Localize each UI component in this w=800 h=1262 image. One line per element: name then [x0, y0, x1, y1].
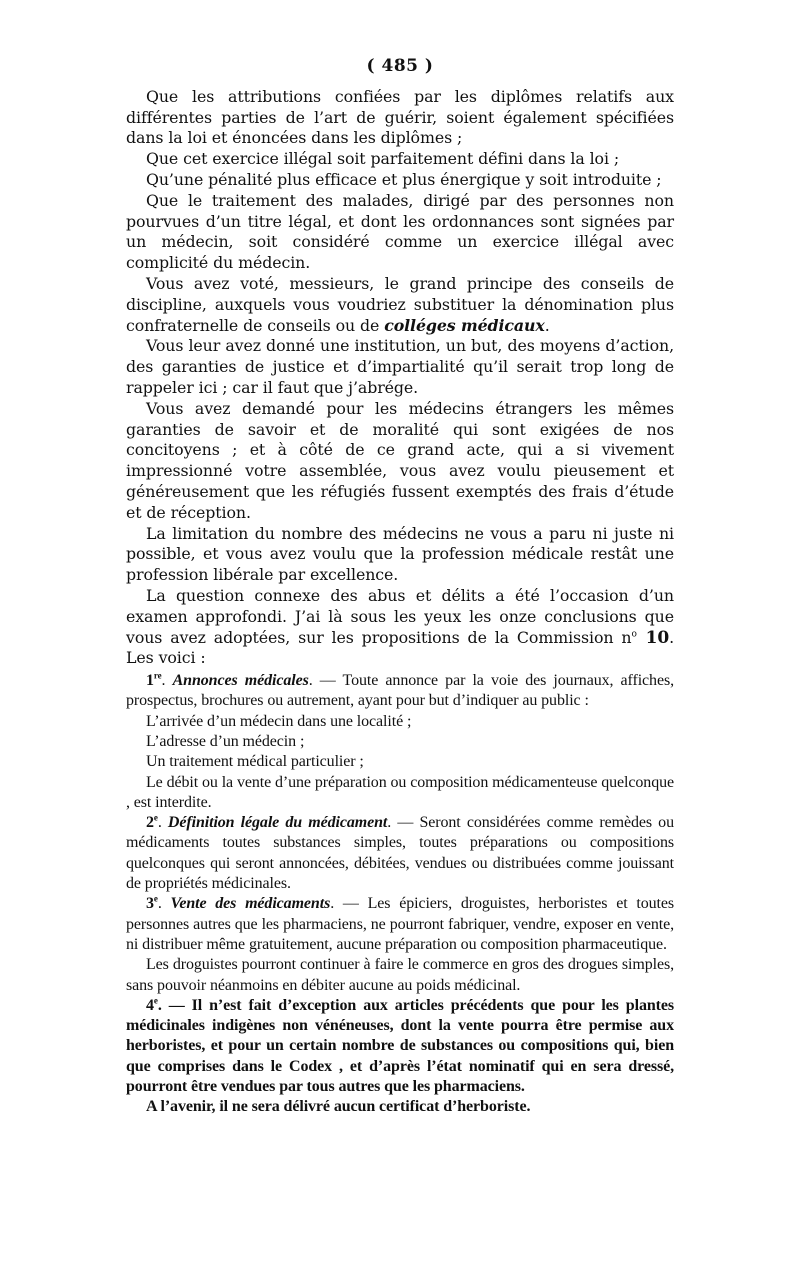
paragraph-exercice-illegal: Que cet exercice illégal soit parfaitement défini dans la loi ; — [146, 149, 620, 169]
article-number: 2 — [146, 814, 154, 832]
article-text: — Il n’est fait d’exception aux articles précédents que pour les plantes médicinales indigènes non vénéneuses, dont la vente pourra être permise aux herboristes, et pour un certain nombre de substances ou compositions qui, bien que comprises dans le Codex , et d’après l’état nominatif qui en sera dressé, pourront être vendues par tous autres que les pharmaciens. — [126, 996, 674, 1096]
emphasis-colleges-medicaux: colléges médicaux — [384, 315, 545, 335]
superscript-o: o — [631, 629, 637, 640]
article-4-paragraph: A l’avenir, il ne sera délivré aucun certificat d’herboriste. — [146, 1098, 531, 1116]
article-text: — Seront considérées comme remèdes ou médicaments toutes substances simples, toutes préparations ou compositions quelconques qui seront annoncées, débitées, vendues ou distribuées comme jouissant de propriétés médicinales. — [126, 814, 674, 893]
paragraph-abus-delits — [126, 586, 674, 669]
article-4: 4e. — Il n’est fait d’exception aux articles précédents que pour les plantes médicinales indigènes non vénéneuses, dont la vente pourra être permise aux herboristes, et pour un certain nombre de substances ou compositions qui, bien que comprises dans le Codex , et d’après l’état nominatif qui en sera dressé, pourront être vendues par tous autres que les pharmaciens. — [126, 995, 674, 1096]
article-number-suffix: e — [153, 995, 158, 1006]
article-title: Annonces médicales — [172, 672, 309, 690]
article-text: — Les épiciers, droguistes, herboristes et toutes personnes autres que les pharmaciens, ne pourront fabriquer, vendre, exposer en vente, ni distribuer même gratuitement, aucune préparation ou composition pharmaceutique. — [126, 895, 674, 953]
article-3-paragraph: Les droguistes pourront continuer à faire le commerce en gros des drogues simples, sans pouvoir néanmoins en débiter aucune au poids médicinal. — [126, 956, 674, 994]
paragraph-traitement: Que le traitement des malades, dirigé par des personnes non pourvues d’un titre légal, et dont les ordonnances sont signées par un médecin, soit considéré comme un exercice illégal avec complicité du médecin. — [126, 190, 674, 273]
paragraph-limitation: La limitation du nombre des médecins ne vous a paru ni juste ni possible, et vous avez voulu que la profession médicale restât une profession libérale par excellence. — [126, 523, 674, 585]
paragraph-penalite: Qu’une pénalité plus efficace et plus énergique y soit introduite ; — [146, 169, 662, 189]
paragraph-medecins-etrangers: Vous avez demandé pour les médecins étrangers les mêmes garanties de savoir et de moralité qui sont exigées de nos concitoyens ; et à côté de ce grand acte, qui a si vivement impressionné votre assemblée, vous avez voulu pieusement et généreusement que les réfugiés fussent exemptés des frais d’étude et de réception. — [126, 398, 674, 522]
article-number-suffix: e — [153, 894, 158, 905]
articles-section — [126, 671, 674, 1118]
commission-number: 10 — [636, 627, 670, 648]
paragraph-text: . Les voici : — [126, 627, 675, 668]
page-number: ( 485 ) — [366, 56, 434, 76]
article-3: 3e. Vente des médicaments. — Les épiciers, droguistes, herboristes et toutes personnes autres que les pharmaciens, ne pourront fabriquer, vendre, exposer en vente, ni distribuer même gratuitement, aucune préparation ou composition pharmaceutique. — [126, 894, 674, 953]
article-1-item: Un traitement médical particulier ; — [146, 753, 364, 771]
paragraph-text: La question connexe des abus et délits a été l’occasion d’un examen approfondi. J’ai là sous les yeux les onze conclusions que vous avez adoptées, sur les propositions de la Commission n — [126, 585, 674, 647]
article-1-item: L’adresse d’un médecin ; — [146, 733, 305, 750]
article-1-item: Le débit ou la vente d’une préparation ou composition médicamenteuse quelconque , est interdite. — [126, 773, 674, 811]
article-number-suffix: e — [153, 812, 158, 823]
paragraph-conseils-discipline — [126, 274, 674, 336]
article-number-suffix: re — [153, 670, 162, 681]
paragraph-attributions: Que les attributions confiées par les diplômes relatifs aux différentes parties de l’art de guérir, soient également spécifiées dans la loi et énoncées dans les diplômes ; — [126, 86, 674, 148]
paragraph-text: Vous avez voté, messieurs, le grand principe des conseils de discipline, auxquels vous voudriez substituer la dénomination plus confraternelle de conseils ou de — [126, 273, 674, 335]
article-1-item: L’arrivée d’un médecin dans une localité ; — [146, 712, 412, 730]
article-number: 4 — [146, 996, 154, 1014]
article-title: Vente des médicaments — [170, 895, 331, 913]
article-number: 1 — [146, 672, 154, 690]
paragraph-text: . — [544, 315, 550, 335]
book-page — [126, 56, 674, 1118]
article-text: — Toute annonce par la voie des journaux, affiches, prospectus, brochures ou autrement, ayant pour but d’indiquer au public : — [126, 672, 674, 710]
article-1: 1re. Annonces médicales. — Toute annonce par la voie des journaux, affiches, prospectus, brochures ou autrement, ayant pour but d’indiquer au public : — [126, 670, 674, 710]
paragraph-institution: Vous leur avez donné une institution, un but, des moyens d’action, des garanties de justice et d’impartialité qu’il serait trop long de rappeler ici ; car il faut que j’abrége. — [126, 336, 674, 397]
article-title: Définition légale du médicament — [167, 814, 388, 832]
article-number: 3 — [146, 895, 154, 913]
article-2: 2e. Définition légale du médicament. — Seront considérées comme remèdes ou médicaments toutes substances simples, toutes préparations ou compositions quelconques qui seront annoncées, débitées, vendues ou distribuées comme jouissant de propriétés médicinales. — [126, 812, 674, 893]
